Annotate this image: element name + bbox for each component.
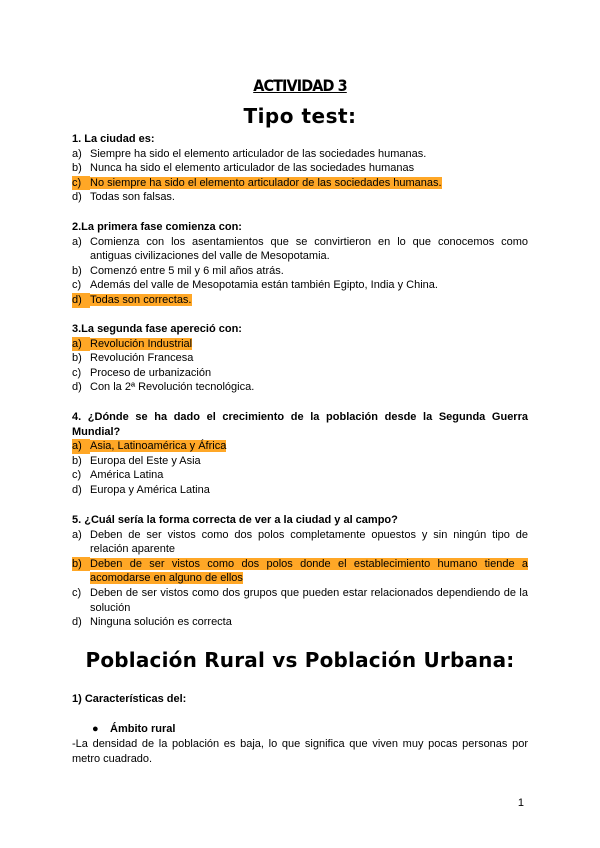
option-a-highlighted: a) Revolución Industrial bbox=[72, 337, 193, 350]
option-a-highlighted: a) Asia, Latinoamérica y África bbox=[72, 440, 227, 453]
question-title: 2.La primera fase comienza con: bbox=[72, 221, 242, 233]
option-c: c) Además del valle de Mesopotamia están también Egipto, India y China. bbox=[72, 279, 438, 292]
population-heading: Población Rural vs Población Urbana: bbox=[85, 648, 515, 672]
option-d: d) Europa y América Latina bbox=[72, 483, 210, 496]
option-b: b) Europa del Este y Asia bbox=[72, 454, 201, 467]
question-2 bbox=[72, 220, 528, 308]
option-c: c) Proceso de urbanización bbox=[72, 366, 212, 379]
option-b: b) Comenzó entre 5 mil y 6 mil años atrás. bbox=[72, 264, 284, 277]
question-title: 1. La ciudad es: bbox=[72, 133, 155, 145]
option-d: d) Todas son falsas. bbox=[72, 191, 175, 204]
question-5 bbox=[72, 513, 528, 630]
question-4 bbox=[72, 410, 528, 498]
question-title: 5. ¿Cuál sería la forma correcta de ver a la ciudad y al campo? bbox=[72, 514, 398, 526]
option-a: a) Deben de ser vistos como dos polos completamente opuestos y sin ningún tipo de relación aparente bbox=[72, 528, 528, 556]
option-c: c) Deben de ser vistos como dos grupos que pueden estar relacionados dependiendo de la solución bbox=[72, 586, 528, 614]
characteristics-heading: 1) Características del: bbox=[72, 693, 187, 705]
question-3 bbox=[72, 322, 528, 395]
option-c-highlighted: c) No siempre ha sido el elemento articulador de las sociedades humanas. bbox=[72, 176, 442, 189]
option-a: a) Siempre ha sido el elemento articulador de las sociedades humanas. bbox=[72, 147, 427, 160]
option-b: b) Nunca ha sido el elemento articulador de las sociedades humanas bbox=[72, 162, 415, 175]
option-b-highlighted: b) Deben de ser vistos como dos polos donde el establecimiento humano tiende a acomodarse en alguno de ellos bbox=[72, 557, 528, 585]
question-title: 4. ¿Dónde se ha dado el crecimiento de la población desde la Segunda Guerra Mundial? bbox=[72, 411, 528, 438]
option-c: c) América Latina bbox=[72, 469, 164, 482]
question-title: 3.La segunda fase apereció con: bbox=[72, 323, 242, 335]
activity-title: ACTIVIDAD 3 bbox=[253, 76, 347, 95]
page-number: 1 bbox=[517, 797, 524, 809]
test-heading: Tipo test: bbox=[243, 104, 357, 128]
option-d: d) Con la 2ª Revolución tecnológica. bbox=[72, 381, 255, 394]
option-b: b) Revolución Francesa bbox=[72, 352, 194, 365]
option-d: d) Ninguna solución es correcta bbox=[72, 616, 232, 629]
option-a: a) Comienza con los asentamientos que se convirtieron en lo que conocemos como antiguas civilizaciones del valle de Mesopotamia. bbox=[72, 235, 528, 263]
option-d-highlighted: d) Todas son correctas. bbox=[72, 293, 192, 306]
rural-bullet bbox=[92, 723, 175, 735]
bullet-icon: ● bbox=[92, 723, 99, 735]
question-1 bbox=[72, 132, 528, 205]
rural-paragraph: -La densidad de la población es baja, lo que significa que viven muy pocas personas por metro cuadrado. bbox=[72, 738, 528, 765]
rural-bullet-label: Ámbito rural bbox=[110, 723, 176, 735]
